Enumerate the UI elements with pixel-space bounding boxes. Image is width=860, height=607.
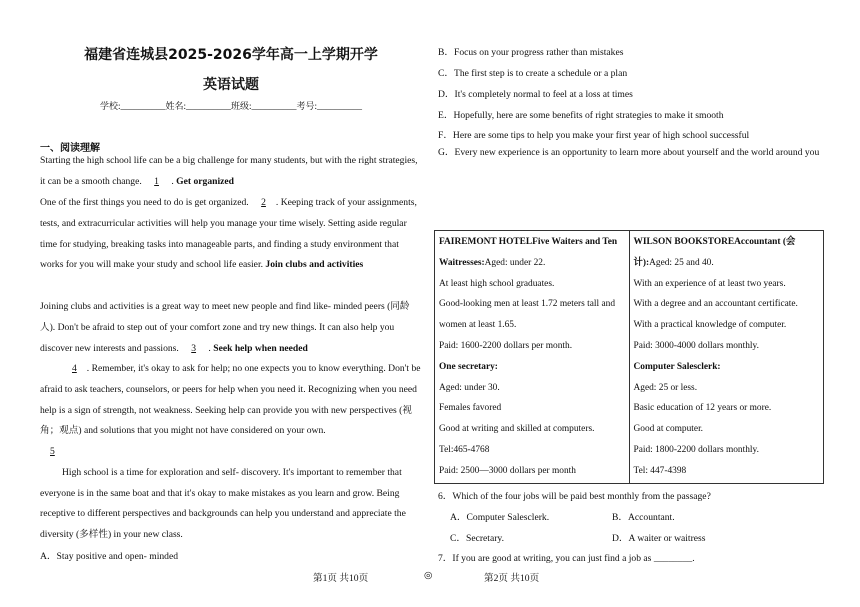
passage-paragraph-1: Starting the high school life can be a big challenge for many students, but with the right strategies, it can be a smooth change. 1 . Get organized: [40, 151, 424, 193]
hotel-ad-line: At least high school graduates.: [439, 278, 555, 289]
left-page-footer: 第1页 共10页: [313, 573, 369, 584]
passage-paragraph-5: 5 High school is a time for exploration and self- discovery. It's important to remember that everyone is in the same boat and that it's okay to make mistakes as you learn and grow. Being receptive to different perspectives and backgrounds can help you understand and appreciate the diversity (多样性) in your new class.: [40, 442, 424, 546]
student-info-line: 学校:__________姓名:__________班级:__________考号:__________: [99, 101, 362, 111]
hotel-ad-line: Tel:465-4768: [439, 444, 490, 455]
hotel-ad-line: Paid: 1600-2200 dollars per month.: [439, 340, 573, 351]
hotel-ad-line: Aged: under 30.: [439, 382, 500, 393]
bookstore-ad-line: Computer Salesclerk:: [633, 361, 721, 372]
right-page-footer: 第2页 共10页: [484, 573, 540, 584]
bookstore-ad-line: Aged: 25 or less.: [633, 382, 698, 393]
hotel-ads-column: [435, 231, 630, 484]
blank-2[interactable]: 2: [261, 197, 266, 208]
passage-paragraph-3: Joining clubs and activities is a great way to meet new people and find like- minded peers (同龄人). Don't be afraid to step out of your comfort zone and try new things. It can also help you discover new interests and passions. 3 . Seek help when needed: [40, 297, 424, 359]
exam-title-line2: 英语试题: [203, 77, 259, 93]
heading-get-organized: Get organized: [176, 175, 234, 187]
heading-join-clubs: Join clubs and activities: [265, 259, 364, 271]
bookstore-ad-line: Good at computer.: [633, 424, 704, 435]
option-e: E．Hopefully, here are some benefits of right strategies to make it smooth: [438, 110, 724, 121]
hotel-ad-line: Paid: 2500—3000 dollars per month: [439, 465, 576, 476]
passage-paragraph-4: 4 . Remember, it's okay to ask for help; no one expects you to know everything. Don't be afraid to ask teachers, counselors, or peers for help when you need it. Recognizing when you need help is a sign of strength, not weakness. Seeking help can provide you with new perspectives (视角；观点) and solutions that you might not have considered on your own.: [40, 359, 424, 442]
q6-option-d[interactable]: D．A waiter or waitress: [612, 533, 706, 544]
hotel-ad-line: Females favored: [439, 403, 502, 414]
bookstore-ad-line: With an experience of at least two years.: [633, 278, 786, 289]
option-f: F．Here are some tips to help you make your first year of high school successful: [438, 130, 750, 141]
hotel-ad-line: One secretary:: [439, 361, 498, 372]
bookstore-ad-line: Paid: 3000-4000 dollars monthly.: [633, 340, 759, 351]
passage-paragraph-2: One of the first things you need to do is get organized. 2 . Keeping track of your assignments, tests, and extracurricular activities will help you manage your time wisely. Setting aside regular time for studying, breaking tasks into manageable parts, and finding a study environment that works for you will make your study and school life easier. Join clubs and activities: [40, 193, 424, 276]
center-mark-icon: ◎: [424, 570, 433, 581]
option-c: C．The first step is to create a schedule or a plan: [438, 68, 628, 79]
q6-option-a[interactable]: A．Computer Salesclerk.: [450, 512, 550, 523]
hotel-ad-line: Good at writing and skilled at computers.: [439, 424, 595, 435]
blank-5[interactable]: 5: [50, 446, 55, 457]
option-a: A．Stay positive and open- minded: [40, 551, 179, 562]
hotel-ad-line: FAIREMONT HOTELFive Waiters and Ten Waitresses:Aged: under 22.: [439, 237, 618, 268]
question-6: 6．Which of the four jobs will be paid best monthly from the passage?: [438, 491, 711, 502]
job-ads-table: [434, 230, 824, 484]
bookstore-ad-line: With a practical knowledge of computer.: [633, 320, 787, 331]
question-7: 7．If you are good at writing, you can just find a job as ________.: [438, 553, 695, 564]
hotel-ad-line: Good-looking men at least 1.72 meters tall and women at least 1.65.: [439, 299, 616, 331]
bookstore-ad-line: Paid: 1800-2200 dollars monthly.: [633, 444, 759, 455]
option-b: B．Focus on your progress rather than mistakes: [438, 47, 624, 58]
blank-4[interactable]: 4: [72, 363, 77, 374]
option-g: G．Every new experience is an opportunity to learn more about yourself and the world around you: [438, 147, 820, 158]
bookstore-ads-column: [629, 231, 824, 484]
blank-1[interactable]: 1: [154, 175, 159, 187]
q6-option-c[interactable]: C．Secretary.: [450, 533, 504, 544]
bookstore-ad-line: Basic education of 12 years or more.: [633, 403, 772, 414]
q6-option-b[interactable]: B．Accountant.: [612, 512, 675, 523]
section-heading: 一、阅读理解: [40, 143, 100, 154]
bookstore-ad-line: Tel: 447-4398: [633, 465, 687, 476]
heading-seek-help: Seek help when needed: [213, 342, 308, 354]
exam-title-line1: 福建省连城县2025-2026学年高一上学期开学: [84, 47, 378, 63]
bookstore-ad-line: WILSON BOOKSTOREAccountant (会计):Aged: 25 and 40.: [633, 237, 796, 268]
bookstore-ad-line: With a degree and an accountant certificate.: [633, 299, 798, 310]
option-d: D．It's completely normal to feel at a loss at times: [438, 89, 633, 100]
blank-3[interactable]: 3: [191, 342, 197, 354]
